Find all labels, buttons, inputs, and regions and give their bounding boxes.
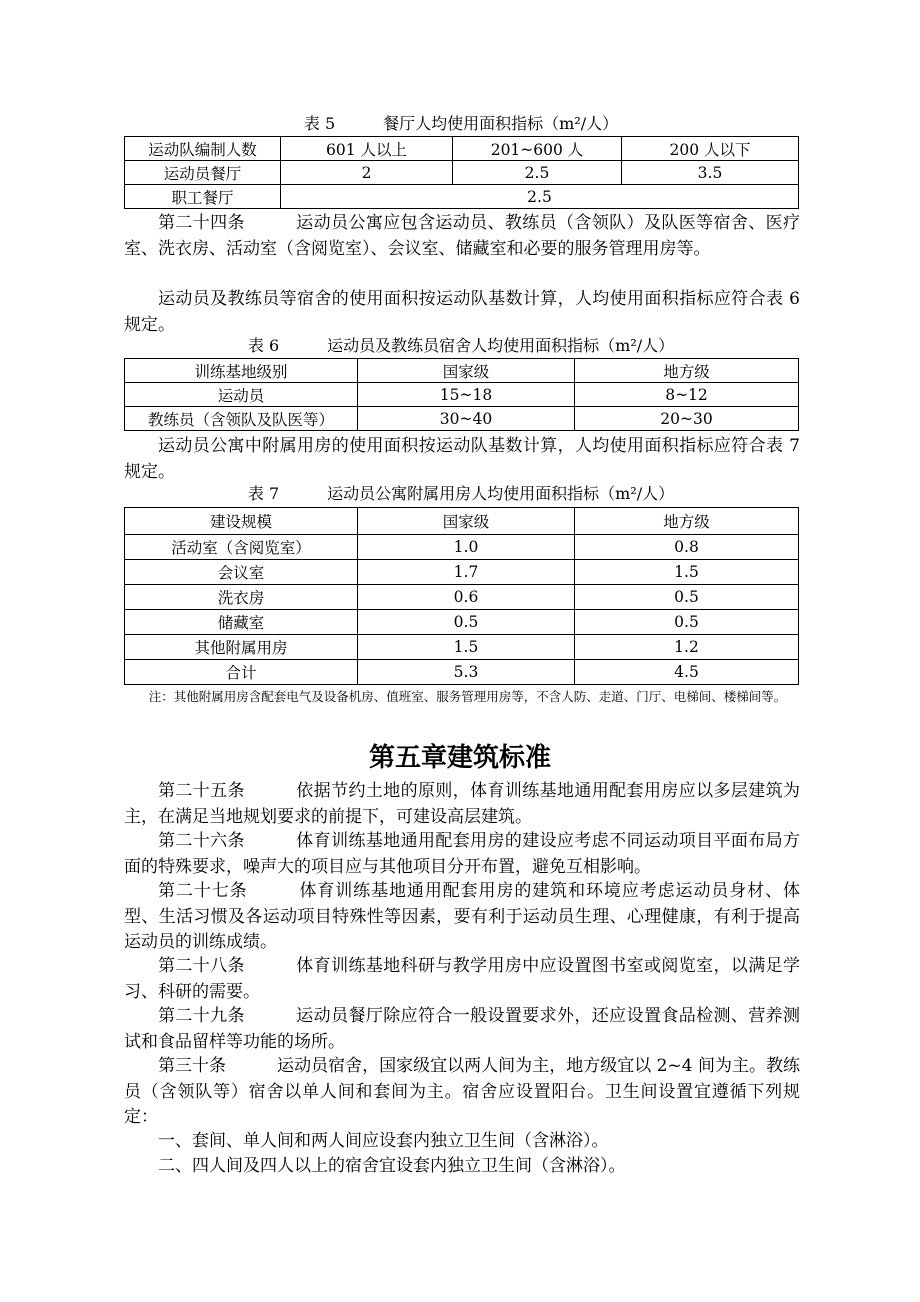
article-label: 第三十条: [158, 1056, 227, 1076]
article-text: 体育训练基地通用配套用房的建筑和环境应考虑运动员身材、体型、生活习惯及各运动项目特殊性等因素，要有利于运动员生理、心理健康，有利于提高运动员的训练成绩。: [124, 881, 801, 952]
table-header-cell: 地方级: [575, 359, 799, 383]
table-header-cell: 训练基地级别: [125, 359, 358, 383]
article-text: 运动员宿舍，国家级宜以两人间为主，地方级宜以 2~4 间为主。教练员（含领队等）宿舍以单人间和套间为主。宿舍应设置阳台。卫生间设置宜遵循下列规定：: [124, 1056, 801, 1127]
table-row: [125, 585, 799, 610]
article-label: 第二十四条: [158, 213, 245, 233]
table-header-cell: 地方级: [575, 508, 799, 535]
article-text: 体育训练基地科研与教学用房中应设置图书室或阅览室，以满足学习、科研的需要。: [124, 956, 801, 1002]
article-label: 第二十七条: [158, 881, 248, 901]
table7-caption: [124, 484, 798, 504]
table-header-cell: 601 人以上: [281, 137, 453, 161]
table-row: [125, 161, 799, 185]
article-26: [124, 829, 800, 880]
table-row: [125, 383, 799, 407]
list-item-2: 二、四人间及四人以上的宿舍宜设套内独立卫生间（含淋浴）。: [158, 1156, 626, 1176]
table-header-cell: 国家级: [358, 359, 575, 383]
table-cell: 15~18: [358, 383, 575, 407]
table-header-cell: 国家级: [358, 508, 575, 535]
article-24: [124, 211, 800, 262]
table5-caption-title: 餐厅人均使用面积指标（m²/人）: [383, 114, 619, 133]
article-29: [124, 1004, 800, 1055]
paragraph-table7-intro: 运动员公寓中附属用房的使用面积按运动队基数计算，人均使用面积指标应符合表 7 规定。: [124, 436, 800, 482]
table-cell: 2.5: [453, 161, 622, 185]
article-text: 运动员餐厅除应符合一般设置要求外，还应设置食品检测、营养测试和食品留样等功能的场所。: [124, 1006, 801, 1052]
table-cell: 1.5: [575, 560, 799, 585]
article-label: 第二十九条: [158, 1006, 245, 1026]
article-label: 第二十六条: [158, 831, 245, 851]
article-text: 体育训练基地通用配套用房的建设应考虑不同运动项目平面布局方面的特殊要求，噪声大的项目应与其他项目分开布置，避免互相影响。: [124, 831, 801, 877]
article-label: 第二十八条: [158, 956, 245, 976]
table6-caption: [124, 336, 798, 356]
article-text: 依据节约土地的原则，体育训练基地通用配套用房应以多层建筑为主，在满足当地规划要求的前提下，可建设高层建筑。: [124, 781, 801, 827]
chapter-title: 第五章建筑标准: [368, 743, 551, 773]
table-cell: 1.2: [575, 635, 799, 660]
table-cell: 0.6: [358, 585, 575, 610]
table-cell: 0.5: [358, 610, 575, 635]
table-header-cell: 建设规模: [125, 508, 358, 535]
table5: [124, 136, 799, 209]
list-item-1: 一、套间、单人间和两人间应设套内独立卫生间（含淋浴）。: [158, 1131, 609, 1151]
table-cell: 教练员（含领队及队医等）: [125, 407, 358, 431]
table-cell: 2.5: [281, 185, 799, 209]
table5-caption: [124, 114, 798, 134]
table6-caption-title: 运动员及教练员宿舍人均使用面积指标（m²/人）: [327, 336, 675, 355]
table-row: [125, 560, 799, 585]
table-cell: 活动室（含阅览室）: [125, 535, 358, 560]
table-cell: 0.8: [575, 535, 799, 560]
table-cell: 运动员: [125, 383, 358, 407]
table6-caption-number: 表 6: [247, 336, 280, 355]
table7-caption-number: 表 7: [247, 484, 280, 503]
table-row: [125, 407, 799, 431]
table-cell: 30~40: [358, 407, 575, 431]
table7-note: 注：其他附属用房含配套电气及设备机房、值班室、服务管理用房等，不含人防、走道、门厅、电梯间、楼梯间等。: [148, 689, 787, 704]
article-text: 运动员公寓应包含运动员、教练员（含领队）及队医等宿舍、医疗室、洗衣房、活动室（含阅览室）、会议室、储藏室和必要的服务管理用房等。: [124, 213, 801, 259]
article-30: [124, 1054, 800, 1131]
table-cell: 20~30: [575, 407, 799, 431]
table-row: [125, 660, 799, 685]
table-cell: 3.5: [622, 161, 799, 185]
table-row: [125, 185, 799, 209]
table-header-row: [125, 508, 799, 535]
article-28: [124, 954, 800, 1005]
table-cell: 4.5: [575, 660, 799, 685]
table-cell: 运动员餐厅: [125, 161, 281, 185]
article-25: [124, 779, 800, 830]
table-row: [125, 635, 799, 660]
table-cell: 1.7: [358, 560, 575, 585]
table-header-cell: 运动队编制人数: [125, 137, 281, 161]
table5-caption-number: 表 5: [303, 114, 336, 133]
article-27: [124, 879, 800, 956]
table-header-cell: 200 人以下: [622, 137, 799, 161]
table-cell: 合计: [125, 660, 358, 685]
table-cell: 8~12: [575, 383, 799, 407]
table-cell: 会议室: [125, 560, 358, 585]
table-header-row: [125, 359, 799, 383]
table-header-row: [125, 137, 799, 161]
table-cell: 5.3: [358, 660, 575, 685]
table-header-cell: 201~600 人: [453, 137, 622, 161]
table-cell: 1.0: [358, 535, 575, 560]
table-row: [125, 535, 799, 560]
table6: [124, 358, 799, 431]
article-label: 第二十五条: [158, 781, 245, 801]
table-cell: 洗衣房: [125, 585, 358, 610]
table-cell: 职工餐厅: [125, 185, 281, 209]
table7-caption-title: 运动员公寓附属用房人均使用面积指标（m²/人）: [327, 484, 675, 503]
table-cell: 其他附属用房: [125, 635, 358, 660]
table-cell: 0.5: [575, 585, 799, 610]
table-cell: 储藏室: [125, 610, 358, 635]
table-row: [125, 610, 799, 635]
table-cell: 1.5: [358, 635, 575, 660]
table-cell: 2: [281, 161, 453, 185]
table-cell: 0.5: [575, 610, 799, 635]
paragraph-table6-intro: 运动员及教练员等宿舍的使用面积按运动队基数计算，人均使用面积指标应符合表 6 规定。: [124, 289, 800, 335]
table7: [124, 507, 799, 685]
